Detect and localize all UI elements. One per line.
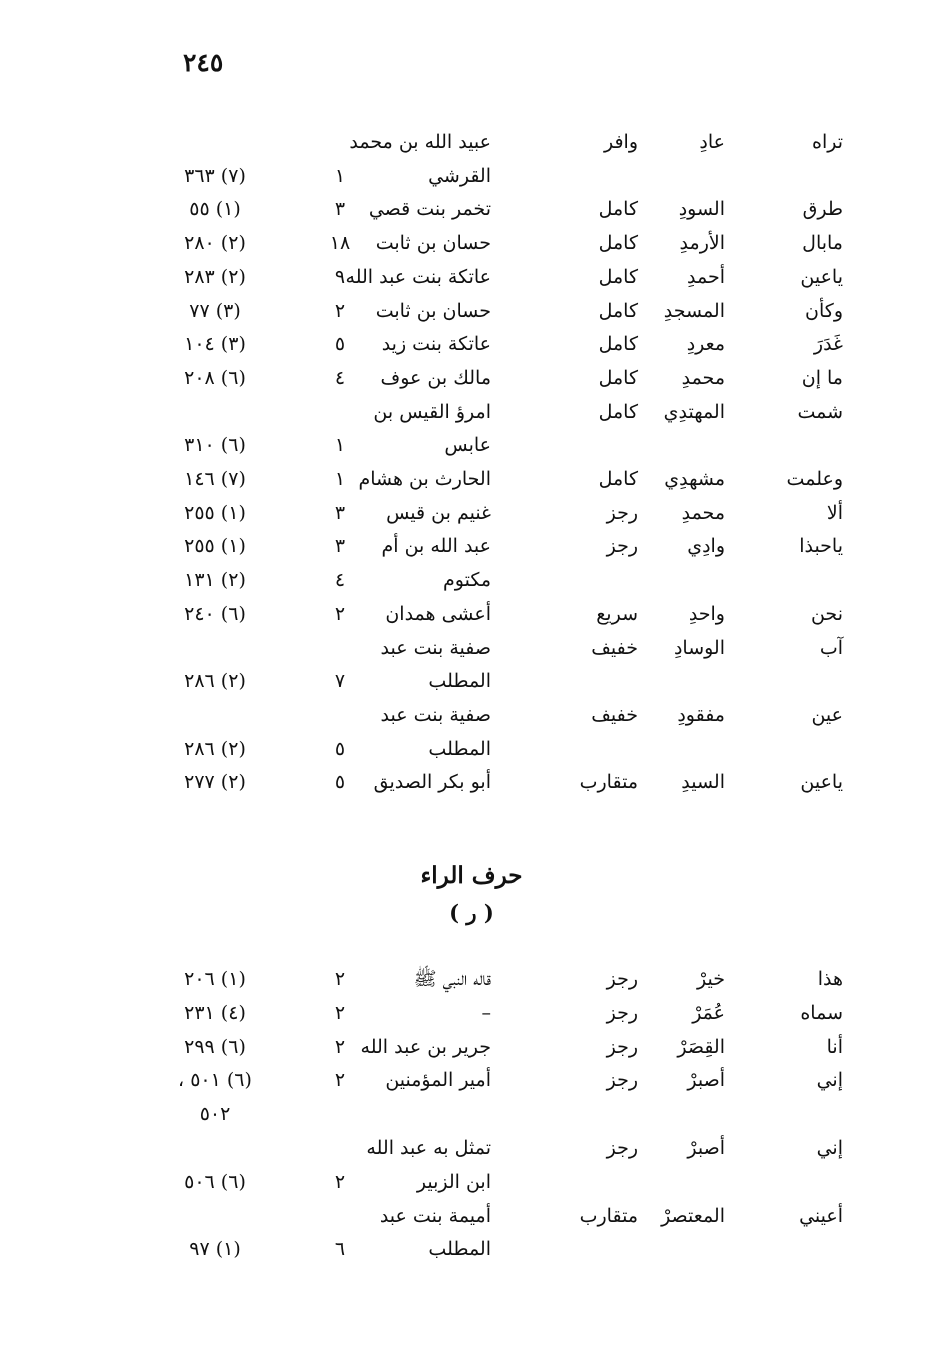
verse-count: ١٨ xyxy=(329,232,351,255)
meter: رجز xyxy=(606,501,638,524)
poet-name: أبو بكر الصديق xyxy=(373,771,491,794)
poet-name: عبيد الله بن محمد xyxy=(349,131,491,153)
table-row xyxy=(0,125,943,159)
verse-word: شمت xyxy=(797,400,843,423)
meter: رجز xyxy=(606,1035,638,1058)
verse-count: ٤ xyxy=(334,569,346,592)
poet-name: مكتوم xyxy=(443,569,491,592)
verse-count: ٣ xyxy=(334,535,346,558)
rhyme-word: أصبرْ xyxy=(687,1069,725,1092)
meter: رجز xyxy=(606,1137,638,1159)
table-row xyxy=(0,395,943,429)
verse-word: ما إن xyxy=(801,366,843,389)
verse-count: ٦ xyxy=(334,1238,346,1261)
reference: (٣) ٧٧ xyxy=(189,299,241,322)
meter: رجز xyxy=(606,535,638,558)
verse-count: ٢ xyxy=(334,1069,346,1092)
table-row xyxy=(0,192,943,226)
poet-name: قاله النبي ﷺ xyxy=(413,968,491,990)
rhyme-word: واحدِ xyxy=(688,602,725,625)
poet-name: عاتكة بنت عبد الله xyxy=(345,265,491,288)
meter: رجز xyxy=(606,968,638,990)
table-row xyxy=(0,529,943,563)
poet-name: مالك بن عوف xyxy=(380,366,491,389)
reference: (١) ٩٧ xyxy=(189,1238,241,1261)
verse-word: هذا xyxy=(817,968,843,990)
table-row xyxy=(0,1030,943,1064)
poet-name: صفية بنت عبد xyxy=(380,636,491,659)
verse-word: إني xyxy=(816,1137,843,1159)
reference: ٥٠٢ xyxy=(199,1103,231,1126)
poet-name: المطلب xyxy=(428,670,491,693)
verse-count: ٩ xyxy=(334,265,346,288)
rhyme-word: المسجدِ xyxy=(663,299,725,322)
meter: وافر xyxy=(603,131,638,153)
verse-count: ١ xyxy=(334,164,346,187)
table-row xyxy=(0,597,943,631)
table-row xyxy=(0,1131,943,1165)
table-row xyxy=(0,563,943,597)
verse-word: ياحبذا xyxy=(799,535,843,558)
reference: (٢) ٢٨٠ xyxy=(184,232,246,255)
verse-word: أنا xyxy=(826,1035,843,1058)
reference: (٦) ٢٩٩ xyxy=(184,1035,246,1058)
poet-name: حسان بن ثابت xyxy=(375,232,491,255)
table-row xyxy=(0,462,943,496)
verse-count: ٤ xyxy=(334,366,346,389)
verse-count: ٥ xyxy=(334,737,346,760)
table-row xyxy=(0,765,943,799)
poet-name: امرؤ القيس بن xyxy=(373,400,491,423)
meter: كامل xyxy=(598,366,638,389)
rhyme-word: المهتدِي xyxy=(663,400,725,423)
verse-count: ٢ xyxy=(334,299,346,322)
poet-name: القرشي xyxy=(428,164,491,187)
reference: (٢) ٢٧٧ xyxy=(184,771,246,794)
table-row xyxy=(0,1199,943,1233)
verse-count: ٥ xyxy=(334,771,346,794)
poet-name: تمثل به عبد الله xyxy=(366,1137,491,1159)
meter: رجز xyxy=(606,1069,638,1092)
reference: (٢) ٢٨٦ xyxy=(184,737,246,760)
verse-word: وكأن xyxy=(805,299,843,322)
verse-word: ياعين xyxy=(800,265,843,288)
rhyme-word: عادِ xyxy=(699,131,725,153)
rhyme-word: المعتصرْ xyxy=(661,1204,725,1227)
verse-word: نحن xyxy=(810,602,843,625)
rhyme-word: مفقودِ xyxy=(677,703,725,726)
rhyme-word: السيدِ xyxy=(681,771,725,794)
table-row xyxy=(0,732,943,766)
reference: (٣) ١٠٤ xyxy=(184,333,246,356)
verse-word: ألا xyxy=(826,501,843,524)
reference: (٢) ١٣١ xyxy=(184,569,246,592)
table-row xyxy=(0,698,943,732)
verse-count: ١ xyxy=(334,434,346,457)
rhyme-word: معردِ xyxy=(686,333,725,356)
table-row xyxy=(0,1165,943,1199)
reference: (٢) ٢٨٦ xyxy=(184,670,246,693)
table-row xyxy=(0,631,943,665)
verse-word: آب xyxy=(819,636,843,659)
section-title: حرف الراء xyxy=(420,862,523,889)
poet-name: ابن الزبير xyxy=(416,1170,491,1193)
poet-name: أمير المؤمنين xyxy=(385,1069,491,1092)
table-row xyxy=(0,664,943,698)
reference: (٦) ٥٠٦ xyxy=(184,1170,246,1193)
table-row xyxy=(0,496,943,530)
poet-name: أعشى همدان xyxy=(385,602,491,625)
poet-name: المطلب xyxy=(428,737,491,760)
page-number: ٢٤٥ xyxy=(183,48,224,77)
table-row xyxy=(0,361,943,395)
poet-name: أميمة بنت عبد xyxy=(379,1204,491,1227)
reference: (٦) ٣١٠ xyxy=(184,434,246,457)
table-row xyxy=(0,1232,943,1266)
poet-name: غنيم بن قيس xyxy=(386,501,491,524)
rhyme-word: مشهدِي xyxy=(664,468,725,490)
reference: (٢) ٢٨٣ xyxy=(184,265,246,288)
verse-word: طرق xyxy=(802,198,843,221)
verse-count: ٥ xyxy=(334,333,346,356)
poet-name: عاتكة بنت زيد xyxy=(381,333,491,356)
meter: كامل xyxy=(598,468,638,490)
table-row xyxy=(0,226,943,260)
reference: (٦) ٢٤٠ xyxy=(184,602,246,625)
verse-count: ٢ xyxy=(334,602,346,625)
reference: (٧) ١٤٦ xyxy=(184,468,246,490)
verse-count: ٣ xyxy=(334,501,346,524)
poet-name: تخمر بنت قصي xyxy=(368,198,491,221)
verse-count: ١ xyxy=(334,468,346,490)
poet-name: صفية بنت عبد xyxy=(380,703,491,726)
verse-word: إني xyxy=(816,1069,843,1092)
reference: (٦) ٥٠١ ، xyxy=(178,1069,252,1092)
verse-count: ٣ xyxy=(334,198,346,221)
verse-word: تراه xyxy=(811,131,843,153)
meter: متقارب xyxy=(579,1204,638,1227)
meter: كامل xyxy=(598,299,638,322)
rhyme-word: محمدِ xyxy=(681,366,725,389)
table-row xyxy=(0,1097,943,1131)
reference: (٤) ٢٣١ xyxy=(184,1001,246,1024)
reference: (١) ٥٥ xyxy=(189,198,241,221)
verse-word: ياعين xyxy=(800,771,843,794)
poet-name: عبد الله بن أم xyxy=(381,535,491,558)
meter: رجز xyxy=(606,1001,638,1024)
meter: خفيف xyxy=(591,703,638,726)
reference: (١) ٢٥٥ xyxy=(184,535,246,558)
meter: كامل xyxy=(598,400,638,423)
table-row xyxy=(0,327,943,361)
meter: سريع xyxy=(596,602,638,625)
rhyme-word: عُمَرْ xyxy=(692,1001,725,1024)
table-row xyxy=(0,294,943,328)
poet-name: عابس xyxy=(444,434,491,457)
reference: (١) ٢٠٦ xyxy=(184,968,246,990)
poet-name: حسان بن ثابت xyxy=(375,299,491,322)
reference: (٦) ٢٠٨ xyxy=(184,366,246,389)
verse-count: ٢ xyxy=(334,1170,346,1193)
rhyme-word: الوسادِ xyxy=(673,636,725,659)
rhyme-word: أصبرْ xyxy=(687,1137,725,1159)
poet-name: جرير بن عبد الله xyxy=(360,1035,491,1058)
verse-word: سماه xyxy=(800,1001,843,1024)
rhyme-word: السودِ xyxy=(678,198,725,221)
meter: كامل xyxy=(598,232,638,255)
verse-count: ٢ xyxy=(334,968,346,990)
table-row xyxy=(0,428,943,462)
verse-count: ٢ xyxy=(334,1035,346,1058)
verse-count: ٢ xyxy=(334,1001,346,1024)
reference: (٧) ٣٦٣ xyxy=(184,164,246,187)
rhyme-word: محمدِ xyxy=(681,501,725,524)
poet-name: المطلب xyxy=(428,1238,491,1261)
verse-count: ٧ xyxy=(334,670,346,693)
rhyme-word: خيرْ xyxy=(697,968,725,990)
meter: متقارب xyxy=(579,771,638,794)
table-row xyxy=(0,1063,943,1097)
verse-word: غَدَرَ xyxy=(813,333,843,356)
meter: كامل xyxy=(598,333,638,356)
table-row xyxy=(0,159,943,193)
table-row xyxy=(0,260,943,294)
section-letter: ( ر ) xyxy=(449,900,494,925)
reference: (١) ٢٥٥ xyxy=(184,501,246,524)
poet-name: الحارث بن هشام xyxy=(358,468,491,490)
verse-word: وعلمت xyxy=(786,468,843,490)
rhyme-word: أحمدِ xyxy=(687,265,725,288)
table-row xyxy=(0,962,943,996)
meter: كامل xyxy=(598,198,638,221)
verse-word: مابال xyxy=(802,232,843,255)
table-row xyxy=(0,996,943,1030)
meter: كامل xyxy=(598,265,638,288)
poet-name: – xyxy=(481,1001,491,1024)
rhyme-word: وادِي xyxy=(687,535,725,558)
rhyme-word: القِصَرْ xyxy=(677,1035,725,1058)
rhyme-word: الأرمدِ xyxy=(679,232,725,255)
verse-word: أعيني xyxy=(799,1204,843,1227)
meter: خفيف xyxy=(591,636,638,659)
verse-word: عين xyxy=(811,703,843,726)
